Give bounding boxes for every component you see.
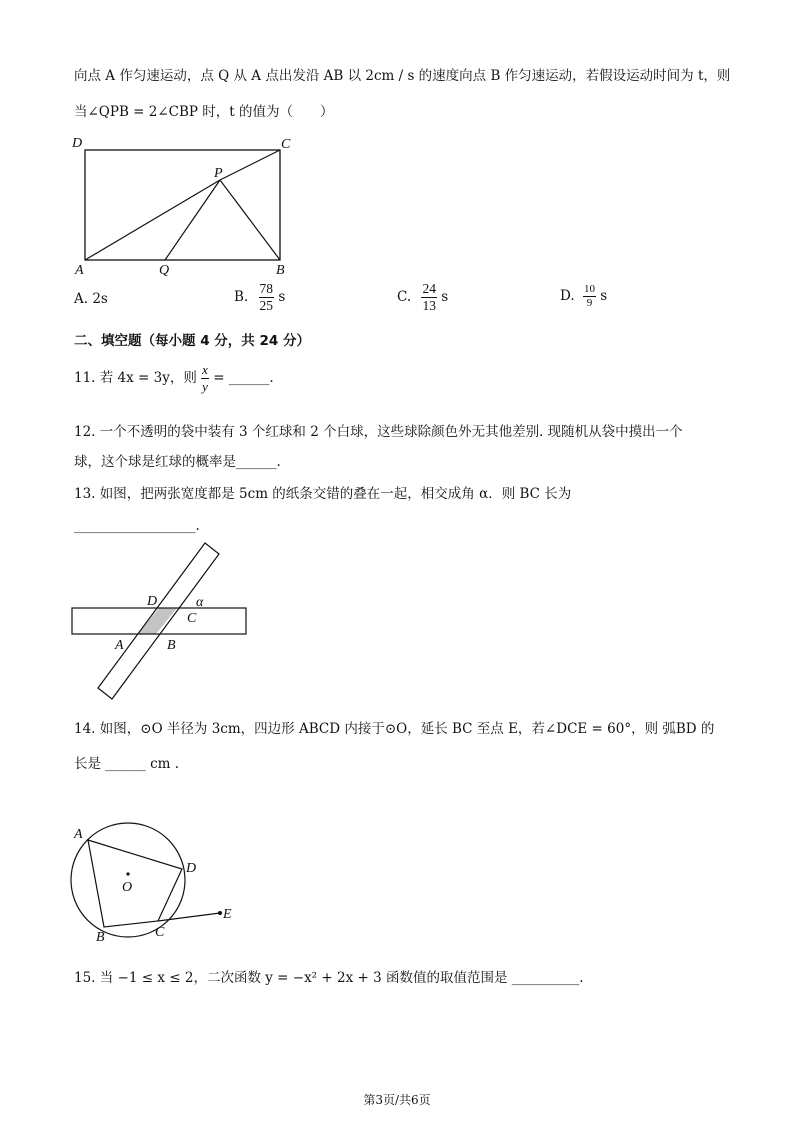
label-b: B	[96, 930, 105, 945]
quadrilateral-abcd	[88, 840, 182, 927]
label-a: A	[75, 263, 84, 278]
q14-circle-figure	[60, 818, 250, 948]
label-b: B	[276, 263, 285, 278]
option-d: D. $\frac{10}{9}$ s	[560, 283, 608, 309]
center-dot	[126, 872, 129, 875]
extension-ce	[158, 913, 220, 921]
q14-line1: 14. 如图，⊙O 半径为 3cm，四边形 ABCD 内接于⊙O，延长 BC 至点 E，若∠DCE = 60°，则 弧BD 的	[74, 721, 715, 737]
q13-line1: 13. 如图，把两张宽度都是 5cm 的纸条交错的叠在一起，相交成角 α．则 BC 长为	[74, 486, 572, 502]
q10-line1: 向点 A 作匀速运动，点 Q 从 A 点出发沿 AB 以 2cm / s 的速度向点 B 作匀速运动，若假设运动时间为 t，则	[74, 68, 731, 84]
label-a: A	[74, 827, 83, 842]
label-d: D	[186, 861, 197, 876]
q12-line2: 球，这个球是红球的概率是______.	[74, 454, 281, 470]
segment-pb	[220, 180, 280, 260]
label-e: E	[223, 907, 232, 922]
option-c: C. $\frac{24}{13}$ s	[397, 281, 449, 313]
segment-ap	[85, 180, 220, 260]
q11: 11. 若 4x = 3y，则 $\frac{x}{y}$ = ______.	[74, 362, 274, 394]
label-d: D	[147, 594, 158, 609]
segment-pq	[165, 180, 220, 260]
q13-paper-strips-figure	[60, 538, 260, 703]
label-alpha: α	[196, 595, 204, 610]
label-c: C	[281, 137, 291, 152]
label-c: C	[187, 611, 197, 626]
label-b: B	[167, 638, 176, 653]
label-d: D	[72, 136, 83, 151]
option-a: A. 2s	[74, 291, 108, 307]
label-a: A	[115, 638, 124, 653]
label-o: O	[122, 880, 133, 895]
q10-rectangle-figure	[60, 130, 300, 280]
label-c: C	[155, 925, 165, 940]
rectangle-abcd	[85, 150, 280, 260]
section-title: 二、填空题（每小题 4 分，共 24 分）	[74, 333, 310, 349]
overlap-shaded-region	[138, 608, 177, 634]
label-q: Q	[159, 263, 170, 278]
option-b: B. $\frac{78}{25}$ s	[234, 281, 286, 313]
q14-line2: 长是 ______ cm .	[74, 756, 180, 772]
segment-pc	[220, 150, 280, 180]
q15: 15. 当 −1 ≤ x ≤ 2，二次函数 y = −x² + 2x + 3 函数值的取值范围是 __________.	[74, 970, 584, 986]
page-number: 第3页/共6页	[363, 1093, 431, 1107]
q10-line2: 当∠QPB = 2∠CBP 时，t 的值为（ ）	[74, 104, 334, 120]
q12-line1: 12. 一个不透明的袋中装有 3 个红球和 2 个白球，这些球除颜色外无其他差别. 现随机从袋中摸出一个	[74, 424, 683, 440]
q13-line2: __________________.	[74, 518, 200, 534]
label-p: P	[214, 166, 223, 181]
point-e	[218, 911, 222, 915]
